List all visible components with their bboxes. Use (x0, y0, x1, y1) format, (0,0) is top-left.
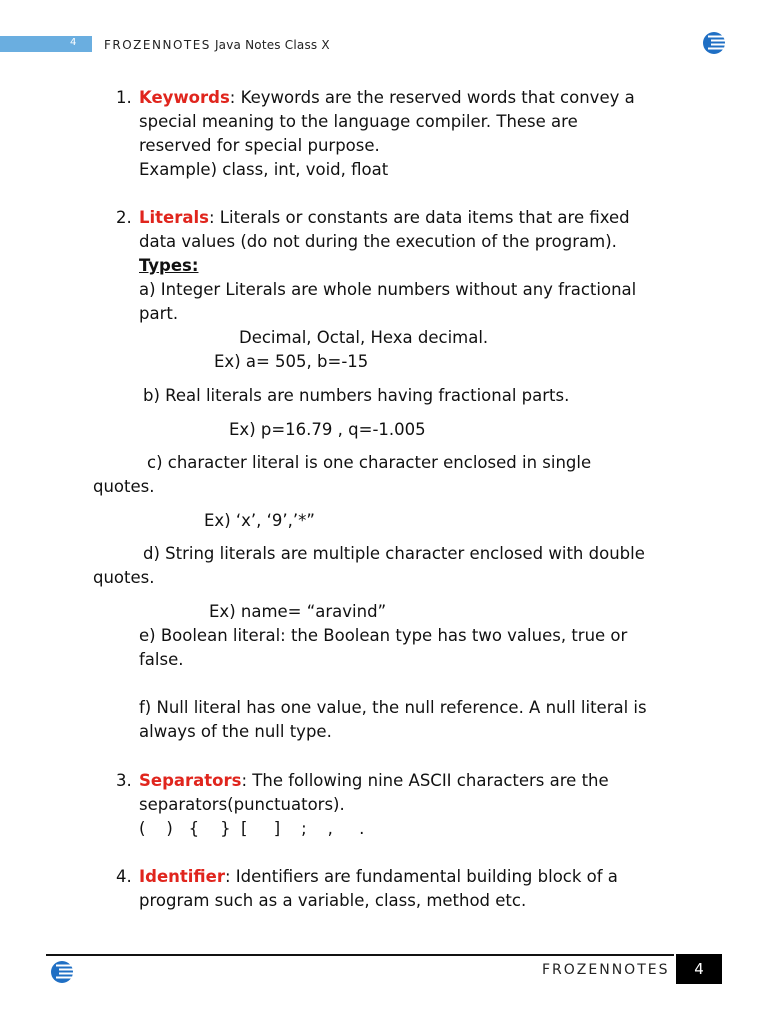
literals-c-line-1: c) character literal is one character enclosed in single (147, 453, 592, 472)
separators-line-1: Separators: The following nine ASCII characters are the (139, 771, 609, 790)
identifier-line-1: Identifier: Identifiers are fundamental building block of a (139, 867, 618, 886)
header-title (104, 38, 330, 52)
separators-term: Separators (139, 771, 242, 790)
header-brand: FROZENNOTES (104, 38, 211, 52)
literals-line-1: Literals: Literals or constants are data items that are fixed (139, 208, 630, 227)
literals-c-line-2: quotes. (93, 477, 155, 496)
list-number: 2. (116, 208, 132, 227)
types-heading: Types: (139, 256, 199, 275)
list-number: 3. (116, 771, 132, 790)
literals-f-line-2: always of the null type. (139, 722, 332, 741)
literals-d-example: Ex) name= “aravind” (209, 602, 387, 621)
literals-e-line-1: e) Boolean literal: the Boolean type has two values, true or (139, 626, 628, 645)
literals-a-line-2: part. (139, 304, 179, 323)
header-page-number: 4 (70, 37, 77, 48)
literals-term: Literals (139, 208, 209, 227)
identifier-term: Identifier (139, 867, 225, 886)
separators-line-2: separators(punctuators). (139, 795, 345, 814)
separators-characters: ( ) { } [ ] ; , . (139, 819, 365, 838)
frozennotes-logo-icon (702, 31, 726, 55)
list-number: 1. (116, 88, 132, 107)
literals-e-line-2: false. (139, 650, 184, 669)
literals-d-line-1: d) String literals are multiple character enclosed with double (143, 544, 645, 563)
keywords-example: Example) class, int, void, float (139, 160, 389, 179)
literals-b-example: Ex) p=16.79 , q=-1.005 (229, 420, 426, 439)
footer-brand: FROZENNOTES (542, 962, 670, 978)
literals-a-line-1: a) Integer Literals are whole numbers without any fractional (139, 280, 637, 299)
list-number: 4. (116, 867, 132, 886)
literals-d-line-2: quotes. (93, 568, 155, 587)
header-subtitle: Java Notes Class X (214, 38, 330, 52)
literals-b-line-1: b) Real literals are numbers having fractional parts. (143, 386, 570, 405)
footer-divider (46, 954, 674, 956)
keywords-line-2: special meaning to the language compiler. These are (139, 112, 578, 131)
literals-c-example: Ex) ‘x’, ‘9’,’*” (204, 511, 315, 530)
literals-a-line-3: Decimal, Octal, Hexa decimal. (239, 328, 489, 347)
keywords-line-3: reserved for special purpose. (139, 136, 380, 155)
literals-line-2: data values (do not during the execution of the program). (139, 232, 617, 251)
keywords-term: Keywords (139, 88, 230, 107)
identifier-line-2: program such as a variable, class, method etc. (139, 891, 527, 910)
footer-frozennotes-logo-icon (50, 960, 74, 984)
header-accent-bar (0, 36, 92, 52)
literals-f-line-1: f) Null literal has one value, the null reference. A null literal is (139, 698, 647, 717)
keywords-line-1: Keywords: Keywords are the reserved words that convey a (139, 88, 635, 107)
footer-page-number: 4 (676, 954, 722, 984)
literals-a-example: Ex) a= 505, b=-15 (214, 352, 369, 371)
